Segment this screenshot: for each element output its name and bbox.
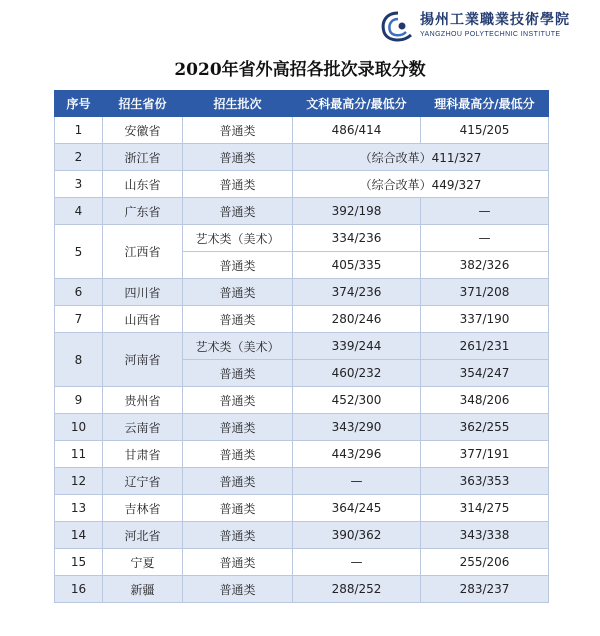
cell-batch: 普通类 [183,252,293,279]
table-row [55,333,549,360]
page-header [0,0,600,50]
cell-wen-score: — [293,468,421,495]
cell-no: 5 [55,225,103,279]
cell-wen-score: 460/232 [293,360,421,387]
table-row [55,144,549,171]
cell-wen-score: 405/335 [293,252,421,279]
cell-li-score: 362/255 [421,414,549,441]
table-row [55,576,549,603]
cell-wen-score: 486/414 [293,117,421,144]
cell-li-score: — [421,198,549,225]
cell-wen-score: 374/236 [293,279,421,306]
cell-li-score: 261/231 [421,333,549,360]
cell-no: 10 [55,414,103,441]
cell-no: 2 [55,144,103,171]
cell-wen-score: 288/252 [293,576,421,603]
table-row [55,414,549,441]
cell-batch: 普通类 [183,171,293,198]
cell-batch: 普通类 [183,198,293,225]
page-title: 2020年省外高招各批次录取分数 [174,60,426,80]
cell-li-score: 343/338 [421,522,549,549]
cell-no: 9 [55,387,103,414]
cell-no: 1 [55,117,103,144]
cell-no: 3 [55,171,103,198]
cell-no: 13 [55,495,103,522]
cell-wen-score: 443/296 [293,441,421,468]
cell-merged-score: （综合改革）411/327 [293,144,549,171]
cell-no: 4 [55,198,103,225]
table-row [55,198,549,225]
column-header-batch: 招生批次 [183,91,293,117]
cell-province: 四川省 [103,279,183,306]
column-header-province: 招生省份 [103,91,183,117]
cell-merged-score: （综合改革）449/327 [293,171,549,198]
cell-batch: 普通类 [183,468,293,495]
cell-province: 辽宁省 [103,468,183,495]
cell-batch: 普通类 [183,117,293,144]
cell-province: 安徽省 [103,117,183,144]
cell-no: 15 [55,549,103,576]
cell-batch: 普通类 [183,522,293,549]
table-row [55,171,549,198]
university-logo-icon [378,10,418,44]
cell-batch: 普通类 [183,414,293,441]
cell-no: 12 [55,468,103,495]
cell-li-score: 314/275 [421,495,549,522]
cell-wen-score: 339/244 [293,333,421,360]
table-row [55,279,549,306]
cell-no: 6 [55,279,103,306]
cell-province: 河北省 [103,522,183,549]
cell-province: 广东省 [103,198,183,225]
cell-batch: 普通类 [183,549,293,576]
cell-li-score: 371/208 [421,279,549,306]
table-row [55,306,549,333]
cell-no: 7 [55,306,103,333]
column-header-no: 序号 [55,91,103,117]
table-row [55,117,549,144]
cell-batch: 艺术类（美术） [183,225,293,252]
cell-province: 浙江省 [103,144,183,171]
cell-province: 江西省 [103,225,183,279]
cell-batch: 普通类 [183,360,293,387]
cell-batch: 艺术类（美术） [183,333,293,360]
admission-score-table [54,90,549,603]
table-row [55,441,549,468]
cell-wen-score: 390/362 [293,522,421,549]
cell-wen-score: 280/246 [293,306,421,333]
cell-province: 山东省 [103,171,183,198]
cell-province: 河南省 [103,333,183,387]
cell-li-score: 337/190 [421,306,549,333]
table-row [55,387,549,414]
cell-li-score: 283/237 [421,576,549,603]
school-name-cn: 揚州工業職業技術學院 [420,12,570,28]
cell-batch: 普通类 [183,495,293,522]
cell-batch: 普通类 [183,144,293,171]
table-header-row [55,91,549,117]
cell-batch: 普通类 [183,279,293,306]
cell-li-score: 382/326 [421,252,549,279]
cell-province: 新疆 [103,576,183,603]
cell-li-score: 363/353 [421,468,549,495]
cell-batch: 普通类 [183,387,293,414]
cell-wen-score: 452/300 [293,387,421,414]
cell-province: 宁夏 [103,549,183,576]
cell-li-score: 255/206 [421,549,549,576]
school-name-en: YANGZHOU POLYTECHNIC INSTITUTE [420,31,561,38]
cell-no: 16 [55,576,103,603]
cell-wen-score: 392/198 [293,198,421,225]
table-row [55,549,549,576]
table-row [55,495,549,522]
cell-li-score: 377/191 [421,441,549,468]
cell-batch: 普通类 [183,576,293,603]
cell-province: 吉林省 [103,495,183,522]
cell-no: 8 [55,333,103,387]
cell-wen-score: 334/236 [293,225,421,252]
cell-batch: 普通类 [183,441,293,468]
cell-li-score: 415/205 [421,117,549,144]
cell-wen-score: — [293,549,421,576]
cell-province: 云南省 [103,414,183,441]
column-header-wen-score: 文科最高分/最低分 [293,91,421,117]
cell-li-score: 354/247 [421,360,549,387]
cell-wen-score: 364/245 [293,495,421,522]
column-header-li-score: 理科最高分/最低分 [421,91,549,117]
cell-batch: 普通类 [183,306,293,333]
cell-province: 贵州省 [103,387,183,414]
cell-li-score: — [421,225,549,252]
cell-li-score: 348/206 [421,387,549,414]
table-row [55,225,549,252]
cell-province: 甘肃省 [103,441,183,468]
table-row [55,522,549,549]
table-body [55,117,549,603]
cell-province: 山西省 [103,306,183,333]
cell-no: 14 [55,522,103,549]
table-row [55,468,549,495]
cell-wen-score: 343/290 [293,414,421,441]
cell-no: 11 [55,441,103,468]
